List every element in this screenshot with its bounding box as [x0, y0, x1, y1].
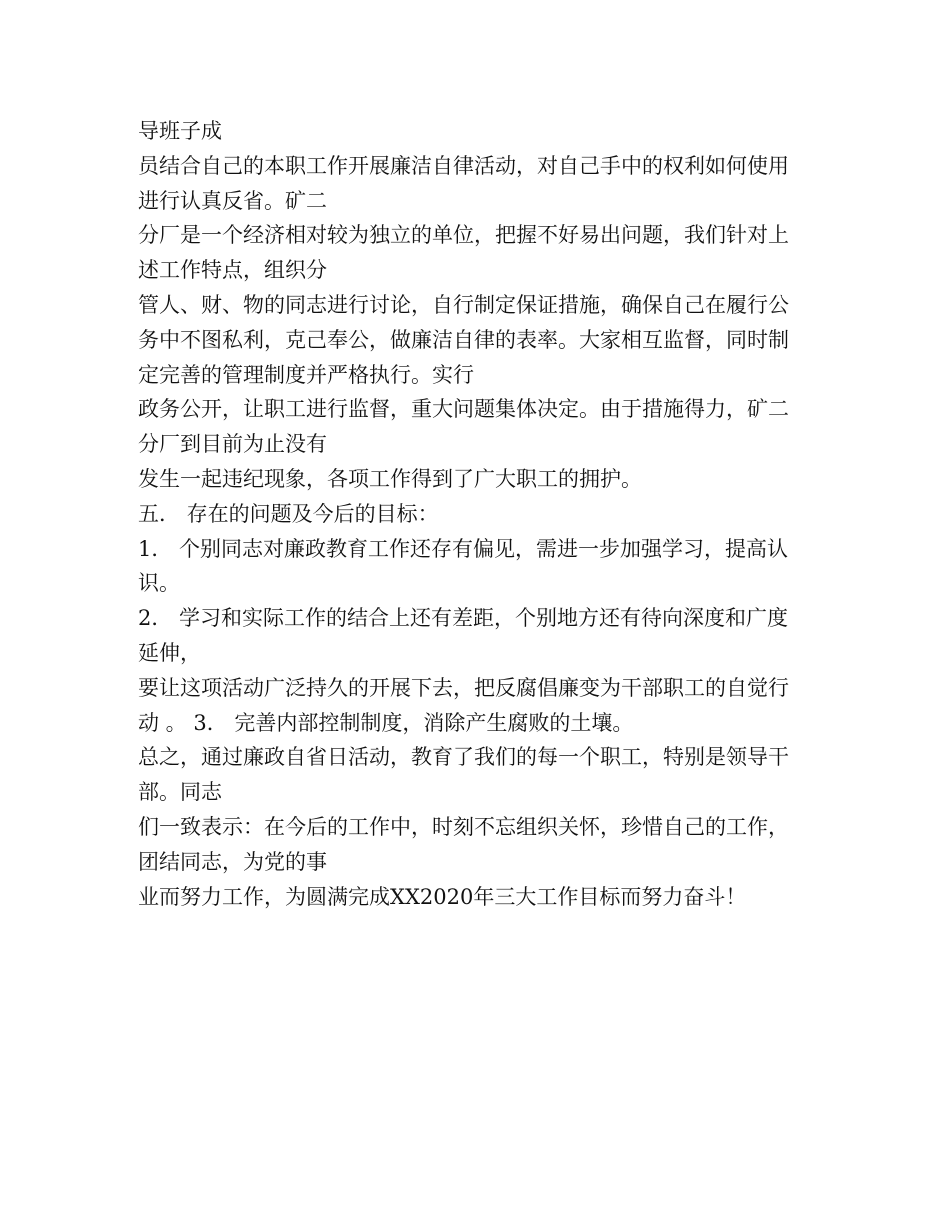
text-line: 总之，通过廉政自省日活动，教育了我们的每一个职工，特别是领导干 [138, 745, 789, 770]
text-line: 分厂到目前为止没有 [138, 432, 327, 457]
text-line: 管人、财、物的同志进行讨论，自行制定保证措施，确保自己在履行公 [138, 292, 789, 317]
text-line: 述工作特点，组织分 [138, 258, 327, 283]
text-line: 务中不图私利，克己奉公，做廉洁自律的表率。大家相互监督，同时制 [138, 327, 789, 352]
list-item: 1． 个别同志对廉政教育工作还存有偏见，需进一步加强学习，提高认 [138, 536, 789, 561]
section-heading: 五． 存在的问题及今后的目标： [138, 501, 439, 526]
list-item: 2． 学习和实际工作的结合上还有差距，个别地方还有待向深度和广度 [138, 606, 789, 631]
text-line: 要让这项活动广泛持久的开展下去，把反腐倡廉变为干部职工的自觉行 [138, 675, 789, 700]
text-line: 部。同志 [138, 780, 222, 805]
text-line: 员结合自己的本职工作开展廉洁自律活动，对自己手中的权利如何使用 [138, 153, 789, 178]
list-item: 动 。 3． 完善内部控制制度，消除产生腐败的土壤。 [138, 710, 634, 735]
text-line: 政务公开，让职工进行监督，重大问题集体决定。由于措施得力，矿二 [138, 397, 789, 422]
text-line: 导班子成 [138, 119, 222, 143]
text-line: 定完善的管理制度并严格执行。实行 [138, 362, 474, 387]
text-line: 延伸， [138, 640, 201, 665]
text-line: 进行认真反省。矿二 [138, 188, 327, 213]
text-line: 业而努力工作，为圆满完成XX2020年三大工作目标而努力奋斗！ [138, 884, 747, 909]
text-line: 团结同志，为党的事 [138, 849, 327, 874]
text-line: 们一致表示：在今后的工作中，时刻不忘组织关怀，珍惜自己的工作， [138, 814, 789, 839]
text-line: 发生一起违纪现象，各项工作得到了广大职工的拥护。 [138, 466, 642, 491]
document-body [138, 114, 828, 914]
text-line: 分厂是一个经济相对较为独立的单位，把握不好易出问题，我们针对上 [138, 223, 789, 248]
text-line: 识。 [138, 571, 180, 596]
